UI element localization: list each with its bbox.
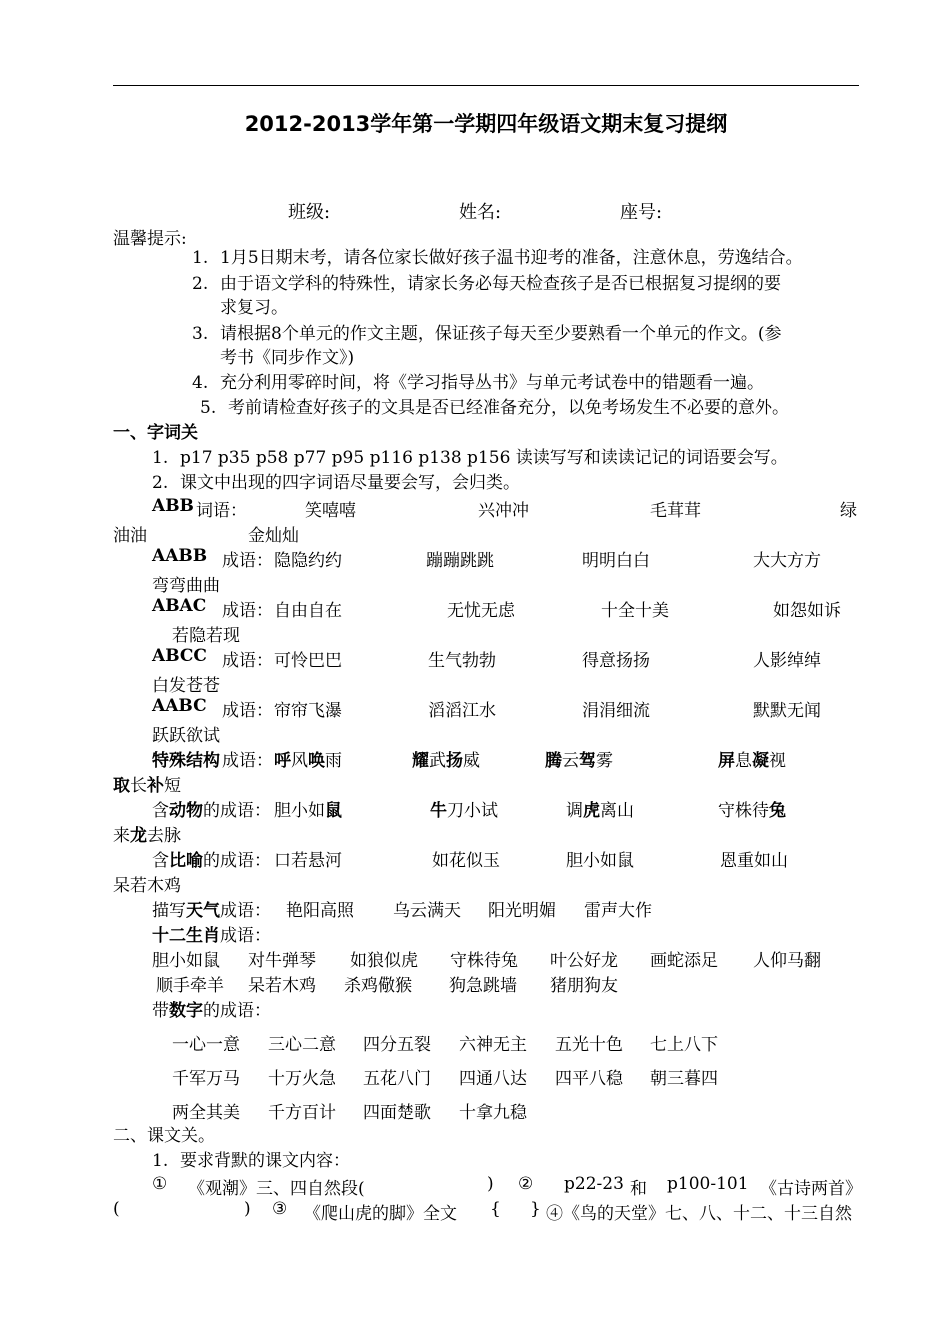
circle-num: ① (152, 1174, 168, 1194)
special-suffix: 成语： (222, 751, 273, 771)
abcc-word: 生气勃勃 (428, 651, 496, 671)
special-word: 屏息凝视 (718, 751, 786, 771)
abb-word: 绿 (840, 501, 857, 521)
tip-item: 4. 充分利用零碎时间，将《学习指导丛书》与单元考试卷中的错题看一遍。 (192, 373, 764, 393)
name-label: 姓名: (459, 202, 502, 223)
tips-label: 温馨提示: (113, 229, 187, 249)
circle-num: ② (518, 1174, 534, 1194)
recite-text: 《古诗两首》 (760, 1179, 862, 1199)
numbers-word: 五花八门 (363, 1069, 431, 1089)
special-word: 呼风唤雨 (274, 751, 342, 771)
abcc-word: 可怜巴巴 (274, 651, 342, 671)
aabb-word: 蹦蹦跳跳 (426, 551, 494, 571)
metaphor-word: 胆小如鼠 (566, 851, 634, 871)
zodiac-word: 杀鸡儆猴 (344, 976, 412, 996)
tip-item-cont: 考书《同步作文》) (220, 348, 355, 368)
abb-word: 金灿灿 (248, 526, 299, 546)
zodiac-word: 狗急跳墙 (449, 976, 517, 996)
recite-text: 《观潮》三、四自然段( (188, 1179, 365, 1199)
abb-word: 兴冲冲 (478, 501, 529, 521)
abcc-word: 白发苍苍 (152, 676, 220, 696)
abac-label: ABAC (152, 596, 207, 616)
abcc-word: 人影绰绰 (753, 651, 821, 671)
abb-word: 笑嘻嘻 (305, 501, 356, 521)
abac-word: 自由自在 (274, 601, 342, 621)
abcc-label: ABCC (152, 646, 207, 666)
numbers-word: 四分五裂 (363, 1035, 431, 1055)
zodiac-label: 十二生肖成语： (152, 926, 271, 946)
abac-word: 十全十美 (601, 601, 669, 621)
special-word: 耀武扬威 (412, 751, 480, 771)
abb-word: 毛茸茸 (650, 501, 701, 521)
class-label: 班级: (288, 202, 331, 223)
paren: ) (487, 1174, 494, 1194)
aabc-word: 涓涓细流 (582, 701, 650, 721)
brace: { (490, 1199, 501, 1219)
animal-word: 来龙去脉 (113, 826, 181, 846)
abac-word: 若隐若现 (172, 626, 240, 646)
recite-text: ④《鸟的天堂》七、八、十二、十三自然 (546, 1204, 852, 1224)
abac-suffix: 成语： (222, 601, 273, 621)
zodiac-word: 对牛弹琴 (248, 951, 316, 971)
recite-text: 《爬山虎的脚》全文 (304, 1204, 457, 1224)
zodiac-word: 胆小如鼠 (152, 951, 220, 971)
numbers-word: 四平八稳 (555, 1069, 623, 1089)
zodiac-word: 人仰马翻 (753, 951, 821, 971)
abac-word: 如怨如诉 (773, 601, 841, 621)
special-word: 取长补短 (113, 776, 181, 796)
tip-item-cont: 求复习。 (220, 298, 288, 318)
recite-text: p22-23 (564, 1174, 624, 1194)
numbers-word: 四通八达 (459, 1069, 527, 1089)
numbers-word: 三心二意 (268, 1035, 336, 1055)
abcc-word: 得意扬扬 (582, 651, 650, 671)
aabc-word: 默默无闻 (753, 701, 821, 721)
numbers-word: 十拿九稳 (459, 1103, 527, 1123)
aabc-word: 跃跃欲试 (152, 726, 220, 746)
aabb-suffix: 成语： (222, 551, 273, 571)
aabc-label: AABC (152, 696, 207, 716)
animal-word: 调虎离山 (566, 801, 634, 821)
zodiac-word: 画蛇添足 (650, 951, 718, 971)
weather-word: 艳阳高照 (286, 901, 354, 921)
section2-heading: 二、课文关。 (113, 1126, 215, 1146)
zodiac-word: 如狼似虎 (350, 951, 418, 971)
recite-text: 和 (630, 1179, 647, 1199)
zodiac-word: 叶公好龙 (550, 951, 618, 971)
metaphor-word: 如花似玉 (432, 851, 500, 871)
special-word: 腾云驾雾 (545, 751, 613, 771)
animal-word: 牛刀小试 (430, 801, 498, 821)
zodiac-word: 守株待兔 (450, 951, 518, 971)
abb-label: ABB (152, 496, 194, 516)
weather-word: 雷声大作 (584, 901, 652, 921)
metaphor-label: 含比喻的成语： (152, 851, 271, 871)
brace: } (530, 1199, 541, 1219)
metaphor-word: 呆若木鸡 (113, 876, 181, 896)
aabb-word: 弯弯曲曲 (152, 576, 220, 596)
page-title: 2012-2013学年第一学期四年级语文期末复习提纲 (244, 112, 728, 136)
abac-word: 无忧无虑 (447, 601, 515, 621)
paren: ( (113, 1199, 120, 1219)
animal-label: 含动物的成语： (152, 801, 271, 821)
aabb-word: 大大方方 (753, 551, 821, 571)
aabc-word: 帘帘飞瀑 (274, 701, 342, 721)
special-label: 特殊结构 (152, 751, 220, 771)
numbers-word: 一心一意 (172, 1035, 240, 1055)
metaphor-word: 口若悬河 (274, 851, 342, 871)
weather-word: 乌云满天 (393, 901, 461, 921)
weather-label: 描写天气成语： (152, 901, 271, 921)
numbers-word: 千方百计 (268, 1103, 336, 1123)
abb-suffix: 词语： (196, 501, 247, 521)
numbers-word: 朝三暮四 (650, 1069, 718, 1089)
numbers-label: 带数字的成语： (152, 1001, 271, 1021)
tip-item: 5. 考前请检查好孩子的文具是否已经准备充分，以免考场发生不必要的意外。 (200, 398, 789, 418)
numbers-word: 千军万马 (172, 1069, 240, 1089)
numbers-word: 两全其美 (172, 1103, 240, 1123)
tip-item: 1. 1月5日期末考，请各位家长做好孩子温书迎考的准备，注意休息，劳逸结合。 (192, 248, 803, 268)
section1-heading: 一、字词关 (113, 423, 198, 443)
top-rule (113, 85, 859, 86)
zodiac-word: 猪朋狗友 (550, 976, 618, 996)
paren: ) (244, 1199, 251, 1219)
animal-word: 胆小如鼠 (274, 801, 342, 821)
abb-word: 油油 (113, 526, 147, 546)
aabb-word: 明明白白 (582, 551, 650, 571)
circle-num: ③ (272, 1199, 288, 1219)
s1-item2: 2. 课文中出现的四字词语尽量要会写，会归类。 (152, 473, 520, 493)
metaphor-word: 恩重如山 (720, 851, 788, 871)
aabb-word: 隐隐约约 (274, 551, 342, 571)
aabc-suffix: 成语： (222, 701, 273, 721)
weather-word: 阳光明媚 (488, 901, 556, 921)
seat-label: 座号: (620, 202, 663, 223)
aabc-word: 滔滔江水 (428, 701, 496, 721)
numbers-word: 七上八下 (650, 1035, 718, 1055)
abcc-suffix: 成语： (222, 651, 273, 671)
recite-text: p100-101 (667, 1174, 749, 1194)
animal-word: 守株待兔 (718, 801, 786, 821)
numbers-word: 六神无主 (459, 1035, 527, 1055)
s1-item1: 1. p17 p35 p58 p77 p95 p116 p138 p156 读读写写和读读记记的词语要会写。 (152, 448, 788, 468)
numbers-word: 四面楚歌 (363, 1103, 431, 1123)
s2-item1: 1. 要求背默的课文内容： (152, 1151, 350, 1171)
aabb-label: AABB (152, 546, 208, 566)
tip-item: 2. 由于语文学科的特殊性，请家长务必每天检查孩子是否已根据复习提纲的要 (192, 274, 781, 294)
zodiac-word: 呆若木鸡 (248, 976, 316, 996)
zodiac-word: 顺手牵羊 (156, 976, 224, 996)
numbers-word: 五光十色 (555, 1035, 623, 1055)
tip-item: 3. 请根据8个单元的作文主题，保证孩子每天至少要熟看一个单元的作文。(参 (192, 324, 782, 344)
numbers-word: 十万火急 (268, 1069, 336, 1089)
